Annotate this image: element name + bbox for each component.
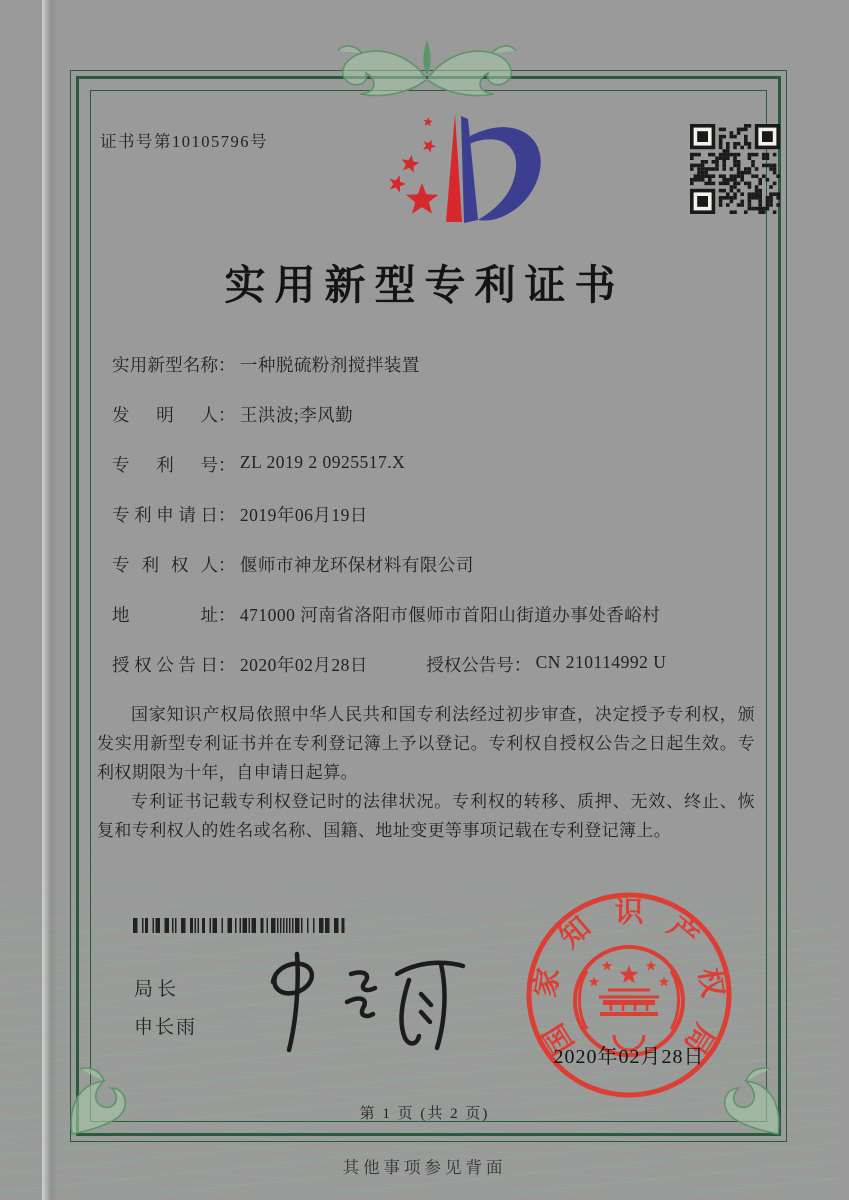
- field-colon: ：: [218, 555, 236, 575]
- field-value: ZL 2019 2 0925517.X: [239, 452, 406, 472]
- field-pair-grant-number: [426, 652, 667, 675]
- field-row-patentee: [112, 552, 666, 602]
- footer-note: 其他事项参见背面: [342, 1158, 507, 1177]
- field-value: 471000 河南省洛阳市偃师市首阳山街道办事处香峪村: [239, 605, 661, 625]
- field-colon: ：: [218, 605, 236, 625]
- field-value: 2019年06月19日: [239, 505, 368, 525]
- body-paragraph-2: 专利证书记载专利权登记时的法律状况。专利权的转移、质押、无效、终止、恢复和专利权人的姓名或名称、国籍、地址变更等事项记载在专利登记簿上。: [97, 792, 755, 840]
- field-label: 发明人: [112, 405, 218, 425]
- certificate-number: 证书号第10105796号: [100, 132, 268, 151]
- svg-text:产: 产: [661, 910, 705, 955]
- field-list: [112, 352, 666, 702]
- legal-text: [97, 700, 755, 845]
- field-row-name: [112, 352, 666, 402]
- field-label: 专利权人: [112, 555, 218, 575]
- field-colon: ：: [218, 355, 236, 375]
- official-seal-icon: [512, 878, 746, 1112]
- field-label: 专利申请日: [112, 505, 218, 525]
- field-label: 实用新型名称: [112, 355, 218, 375]
- svg-text:识: 识: [614, 896, 644, 929]
- body-paragraph-1: 国家知识产权局依照中华人民共和国专利法经过初步审查，决定授予专利权，颁发实用新型专利证书并在专利登记簿上予以登记。专利权自授权公告之日起生效。专利权期限为十年，自申请日起算。: [97, 705, 755, 782]
- qr-code: [690, 124, 780, 214]
- svg-text:国: 国: [537, 1017, 581, 1060]
- field-colon: ：: [513, 655, 532, 675]
- field-row-address: [112, 602, 666, 652]
- field-row-grant: [112, 652, 666, 702]
- field-value: CN 210114992 U: [535, 652, 667, 672]
- svg-text:权: 权: [692, 965, 729, 1000]
- field-value: 一种脱硫粉剂搅拌装置: [239, 355, 420, 375]
- field-colon: ：: [218, 655, 236, 675]
- field-label: 授权公告号: [426, 655, 514, 675]
- svg-text:家: 家: [529, 965, 566, 1000]
- field-value: 偃师市神龙环保材料有限公司: [239, 555, 474, 575]
- certificate-title: 实用新型专利证书: [224, 262, 625, 308]
- barcode: [131, 917, 349, 935]
- field-value: 王洪波;李风勤: [239, 405, 354, 425]
- director-name: 申长雨: [134, 1017, 198, 1038]
- svg-text:知: 知: [553, 910, 597, 955]
- svg-text:局: 局: [677, 1017, 721, 1060]
- field-colon: ：: [218, 505, 236, 525]
- page-indicator: 第 1 页 (共 2 页): [359, 1106, 490, 1122]
- field-colon: ：: [218, 455, 236, 475]
- seal-date: 2020年02月28日: [553, 1046, 705, 1068]
- field-row-inventor: [112, 402, 666, 452]
- director-title: 局长: [134, 979, 181, 1000]
- director-signature-icon: [245, 946, 477, 1056]
- field-label: 授权公告日: [112, 655, 218, 675]
- field-value: 2020年02月28日: [239, 655, 368, 675]
- field-row-filing-date: [112, 502, 666, 552]
- scan-edge-shadow: [42, 0, 58, 1200]
- field-label: 地址: [112, 605, 218, 625]
- field-label: 专利号: [112, 455, 218, 475]
- field-row-patent-number: [112, 452, 666, 502]
- cnipa-logo-icon: [352, 108, 562, 240]
- field-colon: ：: [218, 405, 236, 425]
